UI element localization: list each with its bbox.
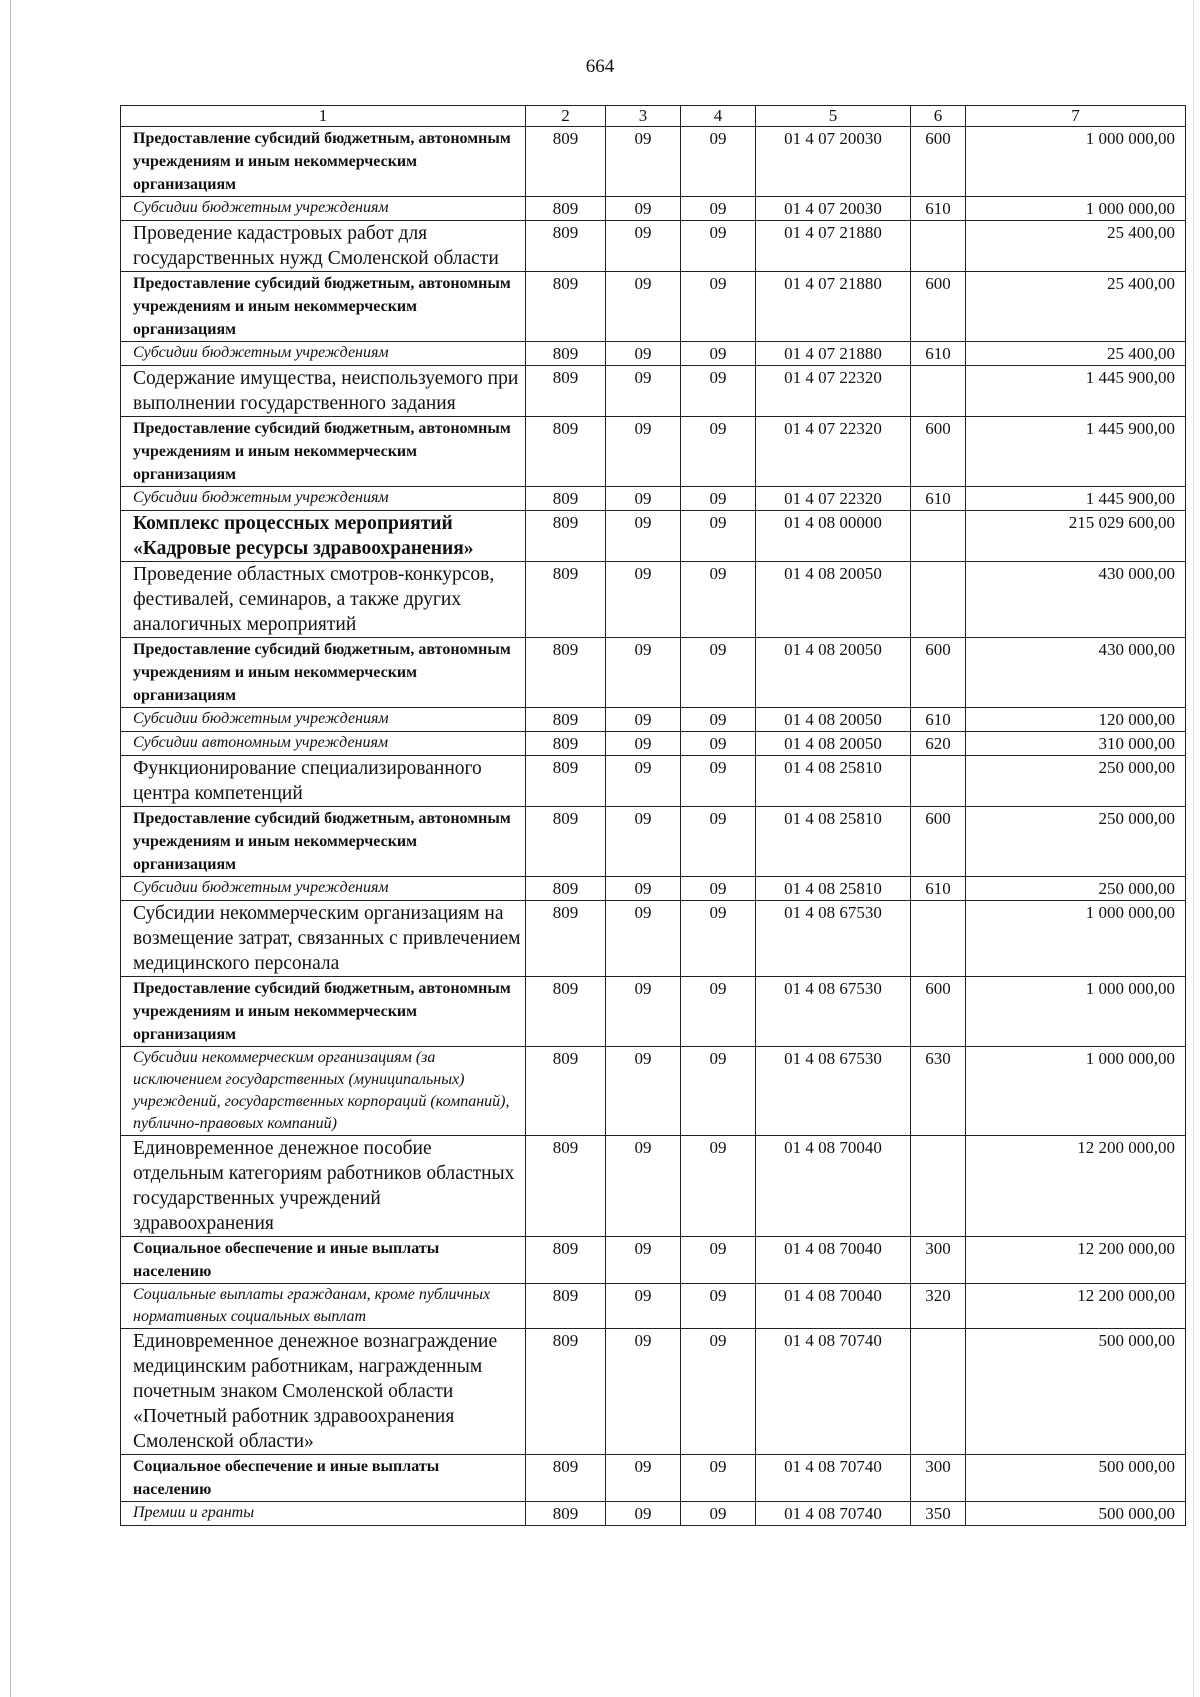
amount-cell: 12 200 000,00 xyxy=(966,1237,1186,1284)
target-article-cell: 01 4 07 21880 xyxy=(756,272,911,342)
expense-type-cell xyxy=(911,562,966,638)
section-code-cell: 09 xyxy=(606,511,681,562)
subsection-code-cell: 09 xyxy=(681,342,756,366)
amount-cell: 430 000,00 xyxy=(966,638,1186,708)
row-name-cell: Предоставление субсидий бюджетным, автономным учреждениям и иным некоммерческим организациям xyxy=(121,638,526,708)
subsection-code-cell: 09 xyxy=(681,366,756,417)
target-article-cell: 01 4 08 70740 xyxy=(756,1329,911,1455)
header-cell: 2 xyxy=(526,106,606,127)
table-row xyxy=(121,877,1186,901)
subsection-code-cell: 09 xyxy=(681,901,756,977)
subsection-code-cell: 09 xyxy=(681,638,756,708)
row-name-cell: Предоставление субсидий бюджетным, автономным учреждениям и иным некоммерческим организациям xyxy=(121,807,526,877)
target-article-cell: 01 4 08 00000 xyxy=(756,511,911,562)
section-code-cell: 09 xyxy=(606,732,681,756)
subsection-code-cell: 09 xyxy=(681,417,756,487)
ministry-code-cell: 809 xyxy=(526,1237,606,1284)
row-name-cell: Комплекс процессных мероприятий «Кадровые ресурсы здравоохранения» xyxy=(121,511,526,562)
target-article-cell: 01 4 08 70040 xyxy=(756,1237,911,1284)
table-row xyxy=(121,638,1186,708)
expense-type-cell: 610 xyxy=(911,487,966,511)
amount-cell: 1 000 000,00 xyxy=(966,901,1186,977)
expense-type-cell xyxy=(911,901,966,977)
row-name-cell: Единовременное денежное пособие отдельным категориям работников областных государственных учреждений здравоохранения xyxy=(121,1136,526,1237)
target-article-cell: 01 4 07 22320 xyxy=(756,417,911,487)
section-code-cell: 09 xyxy=(606,901,681,977)
target-article-cell: 01 4 07 21880 xyxy=(756,342,911,366)
ministry-code-cell: 809 xyxy=(526,272,606,342)
section-code-cell: 09 xyxy=(606,197,681,221)
amount-cell: 25 400,00 xyxy=(966,221,1186,272)
amount-cell: 25 400,00 xyxy=(966,342,1186,366)
target-article-cell: 01 4 07 21880 xyxy=(756,221,911,272)
target-article-cell: 01 4 08 25810 xyxy=(756,756,911,807)
expense-type-cell: 610 xyxy=(911,197,966,221)
target-article-cell: 01 4 07 22320 xyxy=(756,366,911,417)
expense-type-cell: 600 xyxy=(911,417,966,487)
subsection-code-cell: 09 xyxy=(681,197,756,221)
target-article-cell: 01 4 08 70740 xyxy=(756,1455,911,1502)
row-name-cell: Функционирование специализированного центра компетенций xyxy=(121,756,526,807)
amount-cell: 12 200 000,00 xyxy=(966,1284,1186,1329)
ministry-code-cell: 809 xyxy=(526,127,606,197)
amount-cell: 250 000,00 xyxy=(966,756,1186,807)
table-row xyxy=(121,487,1186,511)
section-code-cell: 09 xyxy=(606,272,681,342)
amount-cell: 500 000,00 xyxy=(966,1329,1186,1455)
expense-type-cell: 610 xyxy=(911,708,966,732)
row-name-cell: Предоставление субсидий бюджетным, автономным учреждениям и иным некоммерческим организациям xyxy=(121,417,526,487)
row-name-cell: Социальное обеспечение и иные выплаты населению xyxy=(121,1237,526,1284)
target-article-cell: 01 4 07 20030 xyxy=(756,127,911,197)
target-article-cell: 01 4 07 22320 xyxy=(756,487,911,511)
table-row xyxy=(121,511,1186,562)
row-name-cell: Субсидии бюджетным учреждениям xyxy=(121,708,526,732)
subsection-code-cell: 09 xyxy=(681,487,756,511)
amount-cell: 310 000,00 xyxy=(966,732,1186,756)
ministry-code-cell: 809 xyxy=(526,1502,606,1526)
subsection-code-cell: 09 xyxy=(681,1455,756,1502)
row-name-cell: Субсидии бюджетным учреждениям xyxy=(121,877,526,901)
amount-cell: 1 000 000,00 xyxy=(966,977,1186,1047)
table-row xyxy=(121,1047,1186,1136)
amount-cell: 25 400,00 xyxy=(966,272,1186,342)
expense-type-cell: 600 xyxy=(911,807,966,877)
scan-edge-line xyxy=(10,0,11,1697)
row-name-cell: Субсидии бюджетным учреждениям xyxy=(121,197,526,221)
target-article-cell: 01 4 08 20050 xyxy=(756,708,911,732)
section-code-cell: 09 xyxy=(606,1329,681,1455)
expense-type-cell: 300 xyxy=(911,1455,966,1502)
target-article-cell: 01 4 08 70040 xyxy=(756,1136,911,1237)
table-row xyxy=(121,366,1186,417)
row-name-cell: Субсидии автономным учреждениям xyxy=(121,732,526,756)
subsection-code-cell: 09 xyxy=(681,732,756,756)
ministry-code-cell: 809 xyxy=(526,221,606,272)
section-code-cell: 09 xyxy=(606,977,681,1047)
expense-type-cell: 600 xyxy=(911,272,966,342)
ministry-code-cell: 809 xyxy=(526,1136,606,1237)
header-row xyxy=(121,106,1186,127)
expense-type-cell: 600 xyxy=(911,127,966,197)
expense-type-cell: 600 xyxy=(911,977,966,1047)
table-row xyxy=(121,562,1186,638)
header-cell: 3 xyxy=(606,106,681,127)
target-article-cell: 01 4 08 70740 xyxy=(756,1502,911,1526)
table-row xyxy=(121,977,1186,1047)
row-name-cell: Содержание имущества, неиспользуемого при выполнении государственного задания xyxy=(121,366,526,417)
header-cell: 7 xyxy=(966,106,1186,127)
amount-cell: 1 000 000,00 xyxy=(966,127,1186,197)
amount-cell: 250 000,00 xyxy=(966,807,1186,877)
section-code-cell: 09 xyxy=(606,221,681,272)
row-name-cell: Субсидии бюджетным учреждениям xyxy=(121,487,526,511)
section-code-cell: 09 xyxy=(606,366,681,417)
subsection-code-cell: 09 xyxy=(681,562,756,638)
expense-type-cell: 320 xyxy=(911,1284,966,1329)
ministry-code-cell: 809 xyxy=(526,807,606,877)
table-row xyxy=(121,708,1186,732)
expense-type-cell: 350 xyxy=(911,1502,966,1526)
ministry-code-cell: 809 xyxy=(526,197,606,221)
row-name-cell: Проведение кадастровых работ для государственных нужд Смоленской области xyxy=(121,221,526,272)
expense-type-cell xyxy=(911,366,966,417)
amount-cell: 430 000,00 xyxy=(966,562,1186,638)
table-row xyxy=(121,342,1186,366)
table-row xyxy=(121,1136,1186,1237)
header-cell: 1 xyxy=(121,106,526,127)
amount-cell: 1 000 000,00 xyxy=(966,197,1186,221)
ministry-code-cell: 809 xyxy=(526,732,606,756)
target-article-cell: 01 4 08 25810 xyxy=(756,807,911,877)
expense-type-cell xyxy=(911,756,966,807)
ministry-code-cell: 809 xyxy=(526,1455,606,1502)
amount-cell: 1 445 900,00 xyxy=(966,417,1186,487)
section-code-cell: 09 xyxy=(606,562,681,638)
subsection-code-cell: 09 xyxy=(681,977,756,1047)
ministry-code-cell: 809 xyxy=(526,708,606,732)
target-article-cell: 01 4 08 20050 xyxy=(756,638,911,708)
subsection-code-cell: 09 xyxy=(681,807,756,877)
table-row xyxy=(121,1329,1186,1455)
subsection-code-cell: 09 xyxy=(681,708,756,732)
ministry-code-cell: 809 xyxy=(526,756,606,807)
row-name-cell: Социальные выплаты гражданам, кроме публичных нормативных социальных выплат xyxy=(121,1284,526,1329)
amount-cell: 1 445 900,00 xyxy=(966,366,1186,417)
table-row xyxy=(121,272,1186,342)
subsection-code-cell: 09 xyxy=(681,272,756,342)
row-name-cell: Предоставление субсидий бюджетным, автономным учреждениям и иным некоммерческим организациям xyxy=(121,272,526,342)
ministry-code-cell: 809 xyxy=(526,342,606,366)
expense-type-cell: 630 xyxy=(911,1047,966,1136)
ministry-code-cell: 809 xyxy=(526,1047,606,1136)
budget-table xyxy=(120,105,1186,1526)
amount-cell: 250 000,00 xyxy=(966,877,1186,901)
header-cell: 6 xyxy=(911,106,966,127)
section-code-cell: 09 xyxy=(606,1047,681,1136)
expense-type-cell: 610 xyxy=(911,877,966,901)
amount-cell: 120 000,00 xyxy=(966,708,1186,732)
table-row xyxy=(121,807,1186,877)
table-row xyxy=(121,127,1186,197)
row-name-cell: Предоставление субсидий бюджетным, автономным учреждениям и иным некоммерческим организациям xyxy=(121,977,526,1047)
target-article-cell: 01 4 07 20030 xyxy=(756,197,911,221)
row-name-cell: Социальное обеспечение и иные выплаты населению xyxy=(121,1455,526,1502)
row-name-cell: Субсидии бюджетным учреждениям xyxy=(121,342,526,366)
subsection-code-cell: 09 xyxy=(681,756,756,807)
header-cell: 5 xyxy=(756,106,911,127)
section-code-cell: 09 xyxy=(606,342,681,366)
ministry-code-cell: 809 xyxy=(526,417,606,487)
subsection-code-cell: 09 xyxy=(681,221,756,272)
row-name-cell: Предоставление субсидий бюджетным, автономным учреждениям и иным некоммерческим организациям xyxy=(121,127,526,197)
table-row xyxy=(121,1237,1186,1284)
subsection-code-cell: 09 xyxy=(681,1284,756,1329)
amount-cell: 1 445 900,00 xyxy=(966,487,1186,511)
target-article-cell: 01 4 08 20050 xyxy=(756,562,911,638)
ministry-code-cell: 809 xyxy=(526,1329,606,1455)
budget-table-container xyxy=(120,105,1185,1526)
section-code-cell: 09 xyxy=(606,807,681,877)
expense-type-cell xyxy=(911,511,966,562)
table-row xyxy=(121,1455,1186,1502)
table-body xyxy=(121,127,1186,1526)
section-code-cell: 09 xyxy=(606,1237,681,1284)
target-article-cell: 01 4 08 67530 xyxy=(756,901,911,977)
table-row xyxy=(121,417,1186,487)
ministry-code-cell: 809 xyxy=(526,638,606,708)
row-name-cell: Единовременное денежное вознаграждение медицинским работникам, награжденным почетным знаком Смоленской области «Почетный работник здравоохранения Смоленской области» xyxy=(121,1329,526,1455)
amount-cell: 500 000,00 xyxy=(966,1455,1186,1502)
target-article-cell: 01 4 08 67530 xyxy=(756,977,911,1047)
subsection-code-cell: 09 xyxy=(681,1237,756,1284)
ministry-code-cell: 809 xyxy=(526,562,606,638)
table-row xyxy=(121,197,1186,221)
expense-type-cell xyxy=(911,1136,966,1237)
expense-type-cell xyxy=(911,221,966,272)
section-code-cell: 09 xyxy=(606,127,681,197)
amount-cell: 215 029 600,00 xyxy=(966,511,1186,562)
table-row xyxy=(121,1502,1186,1526)
subsection-code-cell: 09 xyxy=(681,877,756,901)
table-row xyxy=(121,732,1186,756)
amount-cell: 500 000,00 xyxy=(966,1502,1186,1526)
amount-cell: 1 000 000,00 xyxy=(966,1047,1186,1136)
target-article-cell: 01 4 08 25810 xyxy=(756,877,911,901)
ministry-code-cell: 809 xyxy=(526,511,606,562)
page-number: 664 xyxy=(585,56,615,77)
section-code-cell: 09 xyxy=(606,487,681,511)
target-article-cell: 01 4 08 20050 xyxy=(756,732,911,756)
header-cell: 4 xyxy=(681,106,756,127)
section-code-cell: 09 xyxy=(606,638,681,708)
subsection-code-cell: 09 xyxy=(681,511,756,562)
section-code-cell: 09 xyxy=(606,1502,681,1526)
subsection-code-cell: 09 xyxy=(681,127,756,197)
table-row xyxy=(121,1284,1186,1329)
subsection-code-cell: 09 xyxy=(681,1136,756,1237)
row-name-cell: Проведение областных смотров-конкурсов, фестивалей, семинаров, а также других аналогичных мероприятий xyxy=(121,562,526,638)
target-article-cell: 01 4 08 67530 xyxy=(756,1047,911,1136)
expense-type-cell xyxy=(911,1329,966,1455)
expense-type-cell: 600 xyxy=(911,638,966,708)
section-code-cell: 09 xyxy=(606,756,681,807)
expense-type-cell: 610 xyxy=(911,342,966,366)
section-code-cell: 09 xyxy=(606,417,681,487)
table-row xyxy=(121,756,1186,807)
row-name-cell: Субсидии некоммерческим организациям (за исключением государственных (муниципальных) учреждений, государственных корпораций (компаний), публично-правовых компаний) xyxy=(121,1047,526,1136)
table-row xyxy=(121,901,1186,977)
ministry-code-cell: 809 xyxy=(526,366,606,417)
ministry-code-cell: 809 xyxy=(526,1284,606,1329)
ministry-code-cell: 809 xyxy=(526,487,606,511)
table-row xyxy=(121,221,1186,272)
section-code-cell: 09 xyxy=(606,877,681,901)
target-article-cell: 01 4 08 70040 xyxy=(756,1284,911,1329)
row-name-cell: Премии и гранты xyxy=(121,1502,526,1526)
section-code-cell: 09 xyxy=(606,1455,681,1502)
section-code-cell: 09 xyxy=(606,1136,681,1237)
section-code-cell: 09 xyxy=(606,708,681,732)
section-code-cell: 09 xyxy=(606,1284,681,1329)
subsection-code-cell: 09 xyxy=(681,1329,756,1455)
ministry-code-cell: 809 xyxy=(526,977,606,1047)
subsection-code-cell: 09 xyxy=(681,1047,756,1136)
amount-cell: 12 200 000,00 xyxy=(966,1136,1186,1237)
subsection-code-cell: 09 xyxy=(681,1502,756,1526)
expense-type-cell: 300 xyxy=(911,1237,966,1284)
scan-edge-line xyxy=(1193,0,1194,1697)
expense-type-cell: 620 xyxy=(911,732,966,756)
row-name-cell: Субсидии некоммерческим организациям на возмещение затрат, связанных с привлечением медицинского персонала xyxy=(121,901,526,977)
ministry-code-cell: 809 xyxy=(526,901,606,977)
ministry-code-cell: 809 xyxy=(526,877,606,901)
